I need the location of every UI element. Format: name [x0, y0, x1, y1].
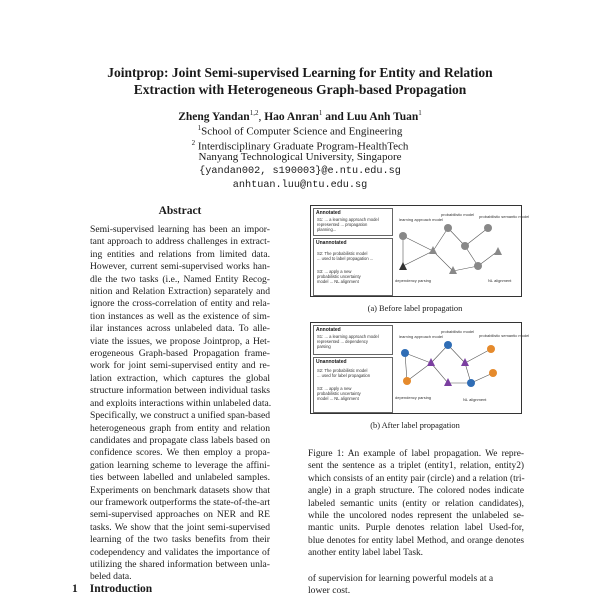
figure-caption-line: labeled semantic units (entity or relation candidates), — [308, 498, 524, 509]
abstract-line: our framework outperforms the state-of-the-art — [90, 496, 271, 508]
abstract-line: ignore the cross-correlation of entity and rela- — [90, 298, 270, 310]
section-heading — [72, 583, 164, 595]
abstract-line: However, current semi-supervised works han- — [90, 261, 270, 273]
node-label: NL alignment — [463, 397, 487, 402]
abstract-line: viate the issues, we propose Jointprop, a Het- — [90, 335, 270, 347]
author-superscript: 1 — [418, 109, 422, 117]
figure-panel-b — [310, 322, 530, 414]
section-number: 1 — [72, 583, 78, 595]
node-label: learning approach model — [399, 334, 444, 339]
node-label: dependency parsing — [395, 395, 432, 400]
graph-node-method — [444, 341, 452, 349]
sentence-line: probabilistic uncertainty — [317, 391, 361, 396]
abstract-line: learning of the two tasks benefits from their — [90, 534, 270, 546]
author-email-1: {yandan002, s190003}@e.ntu.edu.sg — [199, 165, 401, 177]
sentence-line: S1: ... a learning approach model — [317, 334, 379, 339]
subfigure-caption-b: (b) After label propagation — [370, 421, 460, 430]
graph-node-task — [487, 345, 495, 353]
right-column-body — [308, 573, 524, 598]
abstract-line: gation learning scheme to leverage the affini- — [90, 459, 270, 471]
affiliation-superscript: 2 — [191, 138, 196, 147]
author-name: Luu Anh Tuan — [346, 110, 419, 123]
author-conjunction: and — [325, 110, 344, 123]
figure-caption-line: blue denotes for entity label Method, and orange denotes — [308, 535, 524, 546]
node-label: probabilistic model — [441, 212, 475, 217]
abstract-line: tant approach to address challenges in extract- — [90, 236, 270, 248]
abstract-line: tasks. We show that the joint semi-supervised — [90, 521, 270, 533]
abstract-line: utilizing the shared information between unla- — [90, 558, 270, 570]
annotated-label: Annotated — [316, 327, 341, 333]
graph-node-task — [489, 369, 497, 377]
abstract-body — [90, 224, 270, 584]
affiliation-3: Nanyang Technological University, Singapore — [198, 151, 402, 163]
abstract-line: dle the two tasks (i.e., Named Entity Recog- — [90, 273, 270, 285]
unannotated-box-b — [313, 357, 393, 413]
author-name: Zheng Yandan — [178, 110, 250, 123]
sentence-line: ... used for label propagation — [317, 373, 371, 378]
sentence-line: probabilistic uncertainty — [317, 274, 361, 279]
figure-caption-line: mantic units. Purple denotes relation label Used-for, — [308, 523, 524, 534]
author-list: Zheng Yandan$^{1,2}$, Hao Anran$^1$ and Luu Anh Tuan$^1$ — [178, 109, 422, 123]
node-label: probabilistic model — [441, 329, 475, 334]
graph-relation-node — [399, 262, 407, 270]
sentence-line: planning... — [317, 227, 337, 232]
abstract-line: tion instances as well as the existence of sim- — [90, 310, 270, 322]
abstract-line: semi-supervised approaches on NER and RE — [90, 509, 270, 521]
graph-node — [484, 224, 492, 232]
graph-relation-node — [449, 266, 457, 274]
author-superscript: 1,2 — [249, 109, 259, 117]
node-label: dependency parsing — [395, 278, 432, 283]
graph-node — [461, 242, 469, 250]
abstract-line: beled data. — [90, 571, 132, 583]
unannotated-label: Unannotated — [316, 240, 347, 246]
affiliation-text: School of Computer Science and Engineering — [201, 125, 403, 138]
graph-relation-node — [494, 247, 502, 255]
annotated-label: Annotated — [316, 210, 341, 216]
subfigure-caption-a: (a) Before label propagation — [367, 304, 463, 313]
figure-caption-line: angle) in a graph structure. The colored nodes indicate — [308, 486, 524, 497]
abstract-line: structure information between individual tasks — [90, 385, 270, 397]
abstract-line: work for joint semi-supervised entity and re- — [90, 360, 270, 372]
graph-node-method — [401, 349, 409, 357]
sentence-line: model ... NL alignment — [317, 396, 359, 401]
figure-caption-line: another entity label label Task. — [308, 548, 424, 559]
annotated-box-a — [313, 208, 393, 236]
sentence-line: S2: The probabilistic model — [317, 368, 368, 373]
abstract-line: and exploits interactions within unlabeled data. — [90, 397, 272, 409]
paper-title-line-1: Jointprop: Joint Semi-supervised Learning for Entity and Relation — [107, 65, 493, 80]
sentence-line: S1: ... a learning approach model — [317, 217, 379, 222]
abstract-line: Semi-supervised learning has been an impor- — [90, 224, 270, 235]
graph-node-task — [403, 377, 411, 385]
abstract-line: ties between labelled and unlabeled samples. — [90, 472, 270, 484]
sentence-line: represented ... dependency — [317, 339, 368, 344]
figure-caption — [308, 448, 524, 560]
sentence-line: S3: ... apply a new — [317, 269, 352, 274]
graph-node — [474, 262, 482, 270]
abstract-line: Specifically, we construct a unified span-based — [90, 410, 270, 422]
graph-relation-node-used-for — [461, 358, 469, 366]
figure-caption-line: Figure 1: An example of label propagation. We repre- — [308, 449, 524, 459]
annotated-box-b — [313, 325, 393, 355]
affiliation-text: Interdisciplinary Graduate Program-HealthTech — [197, 140, 409, 153]
section-title: Introduction — [89, 583, 153, 595]
graph-b — [393, 323, 530, 413]
graph-relation-node-used-for — [444, 378, 452, 386]
abstract-line: confidence scores. We then employ a propa- — [90, 447, 270, 459]
node-label: probabilistic semantic model — [479, 214, 530, 219]
node-label: probabilistic semantic model — [479, 333, 530, 338]
author-superscript: 1 — [318, 109, 323, 117]
abstract-line: codependency and validates the importance of — [90, 546, 270, 558]
author-email-2: anhtuan.luu@ntu.edu.sg — [232, 180, 368, 191]
node-label: NL alignment — [488, 278, 512, 283]
abstract-line: candidates and propagate class labels based on — [90, 434, 270, 446]
figure-caption-line: while the uncolored nodes represent the unlabeled se- — [308, 511, 524, 522]
unannotated-box-a — [313, 238, 393, 296]
graph-node — [444, 224, 452, 232]
figure-caption-line: sent the sentence as a triplet (entity1, relation, entity2) — [308, 461, 524, 472]
abstract-line: heterogeneous graph from entity and relation — [90, 422, 270, 434]
body-line: lower cost. — [308, 585, 351, 597]
graph-node-method — [467, 379, 475, 387]
paper-title-line-2: Extraction with Heterogeneous Graph-based Propagation — [133, 82, 467, 97]
sentence-line: represented ... propagation — [317, 222, 368, 227]
sentence-line: S2: The probabilistic model — [317, 251, 368, 256]
abstract-line: lation extraction, which captures the global — [90, 372, 270, 384]
abstract-line: nition and Relation Extraction) separately and — [90, 286, 270, 298]
graph-a — [393, 206, 530, 296]
affiliation-superscript: 1 — [197, 124, 202, 132]
abstract-line: ilar instances across unlabeled data. To alle- — [90, 323, 270, 335]
sentence-line: S3: ... apply a new — [317, 386, 352, 391]
figure-panel-a — [310, 205, 530, 297]
author-name: Hao Anran — [264, 110, 319, 123]
abstract-line: erogeneous Graph-based Propagation frame- — [90, 348, 270, 360]
graph-node — [399, 232, 407, 240]
abstract-line: ing entities and relations from limited data. — [90, 248, 270, 260]
sentence-line: ... used to label propagation ... — [317, 256, 374, 261]
figure-caption-line: which consists of an entity pair (circle) and a relation (tri- — [308, 473, 525, 484]
sentence-line: parsing — [317, 344, 331, 349]
abstract-heading: Abstract — [158, 205, 202, 217]
abstract-line: Experiments on benchmark datasets show that — [90, 484, 270, 496]
sentence-line: model ... NL alignment — [317, 279, 359, 284]
body-line: of supervision for learning powerful models at a — [308, 573, 494, 584]
unannotated-label: Unannotated — [316, 359, 347, 365]
node-label: learning approach model — [399, 217, 444, 222]
